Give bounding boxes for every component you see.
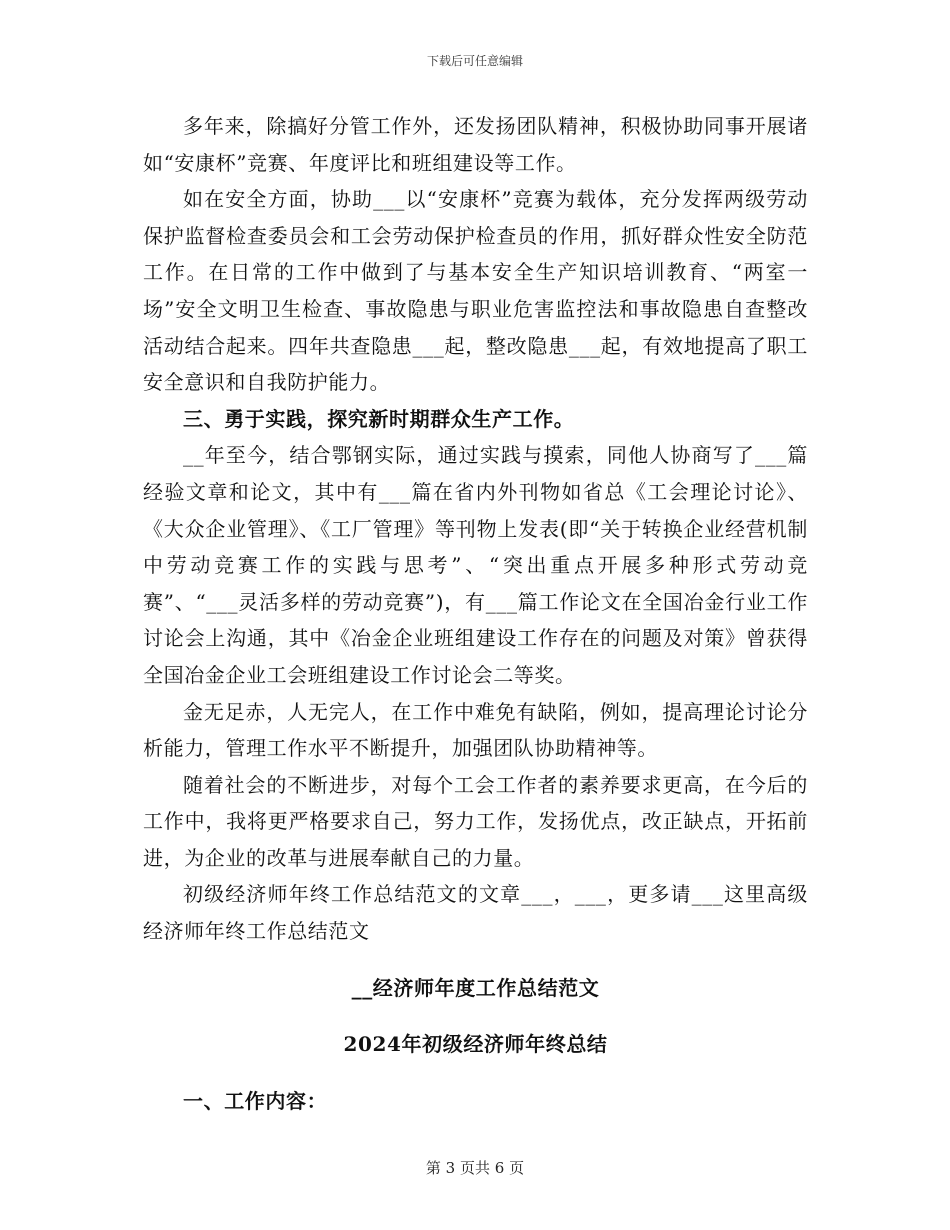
page-number-footer: 第 3 页共 6 页 (425, 1159, 525, 1177)
page-header-note: 下载后可任意编辑 (426, 54, 523, 68)
title-annual-summary: __经济师年度工作总结范文 (351, 975, 600, 1000)
section-heading-practice: 三、勇于实践，探究新时期群众生产工作。 (183, 406, 575, 431)
paragraph-teamwork: 多年来，除搞好分管工作外，还发扬团队精神，积极协助同事开展诸如“安康杯”竞赛、年度评比和班组建设等工作。 (143, 114, 808, 175)
paragraph-shortcomings: 金无足赤，人无完人，在工作中难免有缺陷，例如，提高理论讨论分析能力，管理工作水平不断提升，加强团队协助精神等。 (143, 699, 808, 761)
section-heading-work-content: 一、工作内容： (183, 1088, 328, 1113)
title-2024-summary: 2024年初级经济师年终总结 (343, 1032, 608, 1057)
paragraph-related-articles: 初级经济师年终工作总结范文的文章___，___，更多请___这里高级经济师年终工作总结范文 (143, 882, 808, 944)
document-body (143, 108, 808, 1119)
paragraph-outlook: 随着社会的不断进步，对每个工会工作者的素养要求更高，在今后的工作中，我将更严格要求自己，努力工作，发扬优点，改正缺点，开拓前进，为企业的改革与进展奉献自己的力量。 (143, 772, 808, 870)
paragraph-safety: 如在安全方面，协助___以“安康杯”竞赛为载体，充分发挥两级劳动保护监督检查委员会和工会劳动保护检查员的作用，抓好群众性安全防范工作。在日常的工作中做到了与基本安全生产知识培训教育、“两室一场”安全文明卫生检查、事故隐患与职业危害监控法和事故隐患自查整改活动结合起来。四年共查隐患___起，整改隐患___起，有效地提高了职工安全意识和自我防护能力。 (143, 187, 808, 395)
paragraph-papers: __年至今，结合鄂钢实际，通过实践与摸索，同他人协商写了___篇经验文章和论文，其中有___篇在省内外刊物如省总《工会理论讨论》、《大众企业管理》、《工厂管理》等刊物上发表(即“关于转换企业经营机制中劳动竞赛工作的实践与思考”、“突出重点开展多种形式劳动竞赛”、“___灵活多样的劳动竞赛”)，有___篇工作论文在全国冶金行业工作讨论会上沟通，其中《冶金企业班组建设工作存在的问题及对策》曾获得全国冶金企业工会班组建设工作讨论会二等奖。 (143, 443, 808, 687)
